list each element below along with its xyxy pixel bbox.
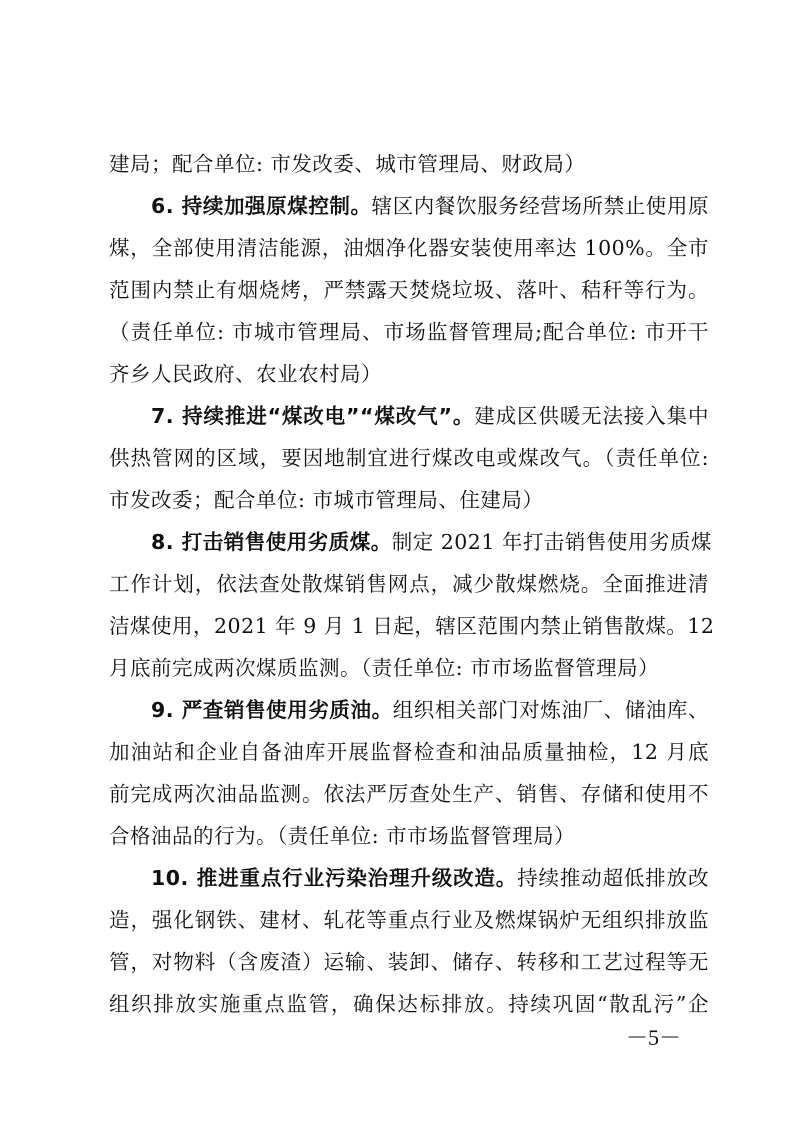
paragraph-heading: 6. 持续加强原煤控制。 — [151, 194, 372, 218]
paragraph-10-first-line — [109, 864, 709, 892]
paragraph-7-first-line — [109, 402, 709, 430]
text-line: 市发改委；配合单位: 市城市管理局、住建局） — [109, 488, 544, 512]
text-span: 建成区供暖无法接入集中 — [474, 404, 709, 428]
text-line: 煤，全部使用清洁能源，油烟净化器安装使用率达 100%。全市 — [109, 236, 709, 260]
paragraph-heading: 9. 严查销售使用劣质油。 — [151, 698, 393, 722]
paragraph-heading: 7. 持续推进“煤改电”“煤改气”。 — [151, 404, 475, 428]
paragraph-heading: 10. 推进重点行业污染治理升级改造。 — [151, 866, 518, 890]
text-line: 造，强化钢铁、建材、轧花等重点行业及燃煤锅炉无组织排放监 — [109, 908, 709, 932]
text-line: 组织排放实施重点监管，确保达标排放。持续巩固“散乱污”企 — [109, 992, 709, 1016]
paragraph-6-first-line — [109, 192, 709, 220]
text-span: 辖区内餐饮服务经营场所禁止使用原 — [371, 194, 709, 218]
text-span: 组织相关部门对炼油厂、储油库、 — [392, 698, 709, 722]
text-span: 制定 2021 年打击销售使用劣质煤 — [391, 530, 712, 554]
paragraph-heading: 8. 打击销售使用劣质煤。 — [151, 530, 392, 554]
text-line: 工作计划，依法查处散煤销售网点，减少散煤燃烧。全面推进清 — [109, 572, 709, 596]
text-line: 建局；配合单位: 市发改委、城市管理局、财政局） — [109, 152, 586, 176]
text-line: 加油站和企业自备油库开展监督检查和油品质量抽检，12 月底 — [109, 740, 709, 764]
text-line: 合格油品的行为。（责任单位: 市市场监督管理局） — [109, 824, 576, 848]
text-line: 范围内禁止有烟烧烤，严禁露天焚烧垃圾、落叶、秸秆等行为。 — [109, 278, 709, 302]
paragraph-8-first-line — [109, 528, 712, 556]
paragraph-9-first-line — [109, 696, 709, 724]
text-line: 月底前完成两次煤质监测。（责任单位: 市市场监督管理局） — [109, 656, 660, 680]
text-line: 供热管网的区域，要因地制宜进行煤改电或煤改气。（责任单位: — [109, 446, 709, 470]
page-number: －5－ — [626, 1025, 682, 1050]
text-line: （责任单位: 市城市管理局、市场监督管理局;配合单位: 市开干 — [109, 320, 709, 344]
text-line: 前完成两次油品监测。依法严厉查处生产、销售、存储和使用不 — [109, 782, 709, 806]
text-span: 持续推动超低排放改 — [517, 866, 710, 890]
text-line: 齐乡人民政府、农业农村局） — [109, 362, 382, 386]
text-line: 管，对物料（含废渣）运输、装卸、储存、转移和工艺过程等无 — [109, 950, 709, 974]
text-line: 洁煤使用，2021 年 9 月 1 日起，辖区范围内禁止销售散煤。12 — [109, 614, 715, 638]
